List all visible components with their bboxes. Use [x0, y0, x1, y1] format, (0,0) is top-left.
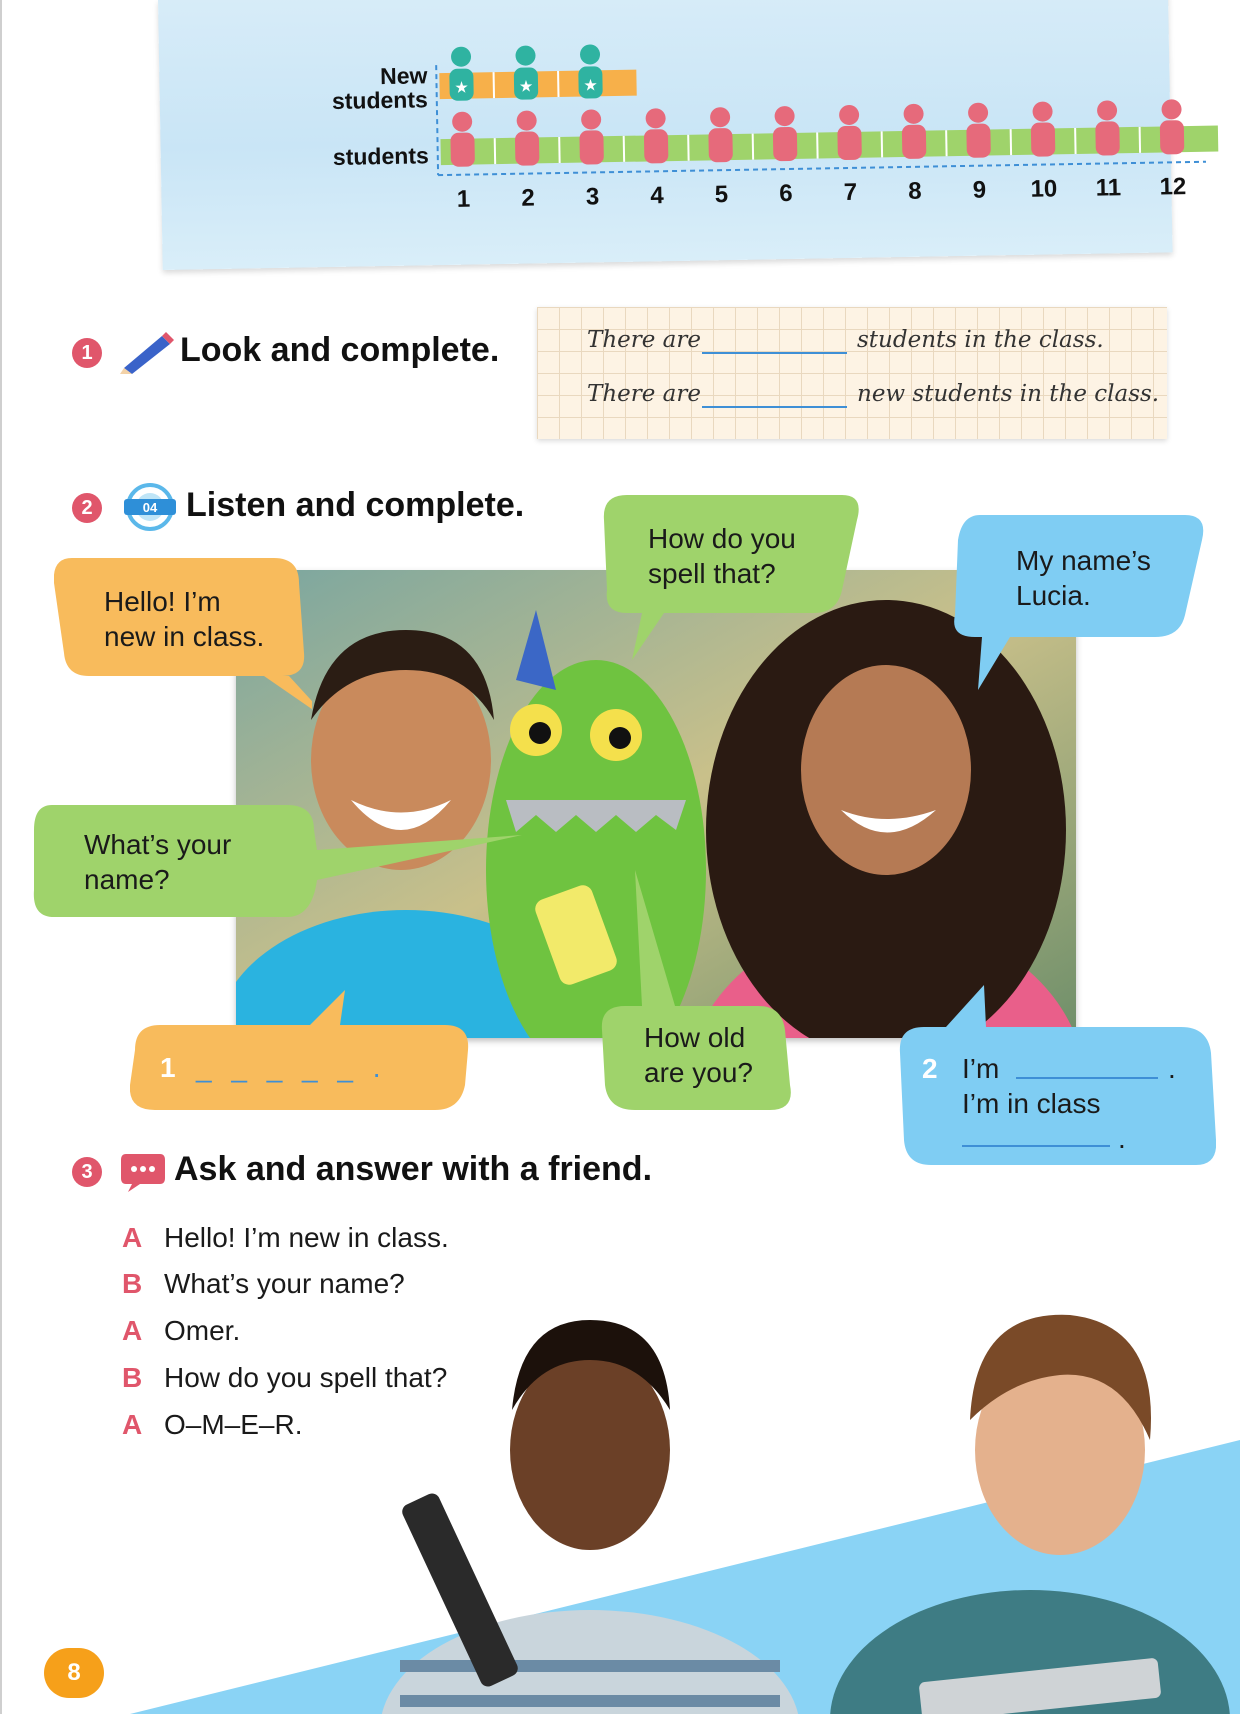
bubble-how-old-text: How old are you?: [644, 1022, 753, 1088]
speech-bubble-icon: [120, 1152, 166, 1192]
friends-photo: [0, 1300, 1240, 1714]
dialogue-text: O–M–E–R.: [164, 1409, 303, 1440]
answer-2-line2: I’m in class: [962, 1088, 1101, 1119]
student-figure: [901, 104, 926, 159]
line2-before: There are: [587, 381, 702, 407]
exercise-3-number: 3: [72, 1157, 102, 1187]
number-label-6: 6: [779, 179, 793, 208]
answer-1-number: 1: [160, 1052, 176, 1083]
line2-after: new students in the class.: [857, 381, 1160, 407]
page-number: 8: [44, 1648, 104, 1698]
number-label-3: 3: [585, 183, 600, 211]
new-students-figures: [449, 44, 603, 101]
answer-2-dot-1: .: [1168, 1053, 1176, 1084]
speech-bubble-spell: [602, 495, 862, 665]
speaker-label: A: [122, 1409, 143, 1440]
dialogue-line-2: [122, 1268, 405, 1300]
student-pictograph: [309, 10, 1240, 257]
new-students-label-line2: students: [331, 86, 429, 114]
student-figure: [579, 109, 604, 164]
student-figure: [514, 110, 539, 165]
exercise-1-title: Look and complete.: [180, 331, 500, 369]
students-label: students: [332, 142, 429, 170]
answer-2-blank-1[interactable]: [1016, 1077, 1158, 1079]
new-students-label-line1: New: [379, 62, 428, 90]
speech-bubble-whats-your-name: [32, 805, 532, 920]
audio-track-icon[interactable]: [122, 482, 178, 532]
exercise-3-title: Ask and answer with a friend.: [174, 1150, 653, 1188]
writing-card: [537, 307, 1167, 439]
answer-blank-2[interactable]: [702, 406, 847, 408]
speech-bubble-answer-2: [896, 985, 1216, 1167]
speaker-label: B: [122, 1362, 143, 1393]
bubble-whats-text: What’s your name?: [84, 829, 232, 895]
exercise-1-number: 1: [72, 338, 102, 368]
dialogue-text: How do you spell that?: [164, 1362, 448, 1393]
speech-bubble-how-old: [600, 870, 792, 1112]
speech-bubble-lucia: [950, 515, 1210, 690]
new-student-figure: [449, 47, 474, 101]
student-figure: [1095, 100, 1120, 155]
number-label-2: 2: [521, 184, 535, 212]
exercise-2-number: 2: [72, 493, 102, 523]
star-icon: ★: [583, 75, 598, 95]
answer-2-line1: I’m: [962, 1053, 1000, 1084]
line1-before: There are: [587, 327, 702, 353]
line1-after: students in the class.: [857, 327, 1104, 353]
number-label-8: 8: [908, 177, 922, 205]
student-figure: [837, 105, 862, 160]
student-figure: [1159, 99, 1184, 154]
student-figure: [450, 112, 475, 167]
dialogue-text: Hello! I’m new in class.: [164, 1222, 449, 1253]
number-labels: [457, 173, 1187, 213]
answer-2-blank-2[interactable]: [962, 1145, 1110, 1147]
number-label-4: 4: [650, 182, 664, 210]
answer-2-number: 2: [922, 1053, 938, 1084]
new-student-figure: [578, 44, 603, 98]
speech-bubble-answer-1: [130, 990, 470, 1112]
chart-y-axis: [436, 65, 438, 175]
number-label-5: 5: [714, 181, 729, 209]
dialogue-text: Omer.: [164, 1315, 241, 1346]
pencil-icon: [118, 332, 174, 374]
dialogue-line-1: [122, 1222, 449, 1254]
speaker-label: B: [122, 1268, 143, 1299]
speaker-label: A: [122, 1315, 143, 1346]
number-label-10: 10: [1030, 175, 1058, 203]
bubble-hello-text: Hello! I’m new in class.: [104, 586, 265, 652]
new-student-figure: [513, 45, 538, 99]
answer-blank-1[interactable]: [702, 352, 847, 354]
student-figure: [772, 106, 797, 161]
answer-2-dot-2: .: [1118, 1123, 1126, 1154]
bubble-lucia-text: My name’s Lucia.: [1016, 545, 1151, 611]
answer-1-blank[interactable]: _ _ _ _ _ .: [196, 1052, 387, 1083]
number-label-12: 12: [1159, 173, 1187, 201]
student-chart-card: [158, 0, 1187, 270]
chart-x-axis: [438, 162, 1206, 175]
number-label-7: 7: [843, 178, 858, 207]
student-figure: [1030, 101, 1055, 156]
star-icon: ★: [454, 77, 469, 97]
dialogue-text: What’s your name?: [164, 1268, 405, 1299]
number-label-1: 1: [456, 185, 471, 213]
star-icon: ★: [518, 76, 534, 96]
student-figure: [643, 108, 668, 163]
number-label-11: 11: [1095, 174, 1122, 202]
exercise-2-title: Listen and complete.: [186, 486, 525, 524]
student-figure: [966, 102, 991, 157]
speech-bubble-hello: [54, 558, 312, 728]
speaker-label: A: [122, 1222, 143, 1253]
track-number: 04: [142, 500, 158, 515]
bubble-spell-text: How do you spell that?: [648, 523, 796, 589]
number-label-9: 9: [972, 176, 987, 204]
student-figure: [708, 107, 733, 162]
